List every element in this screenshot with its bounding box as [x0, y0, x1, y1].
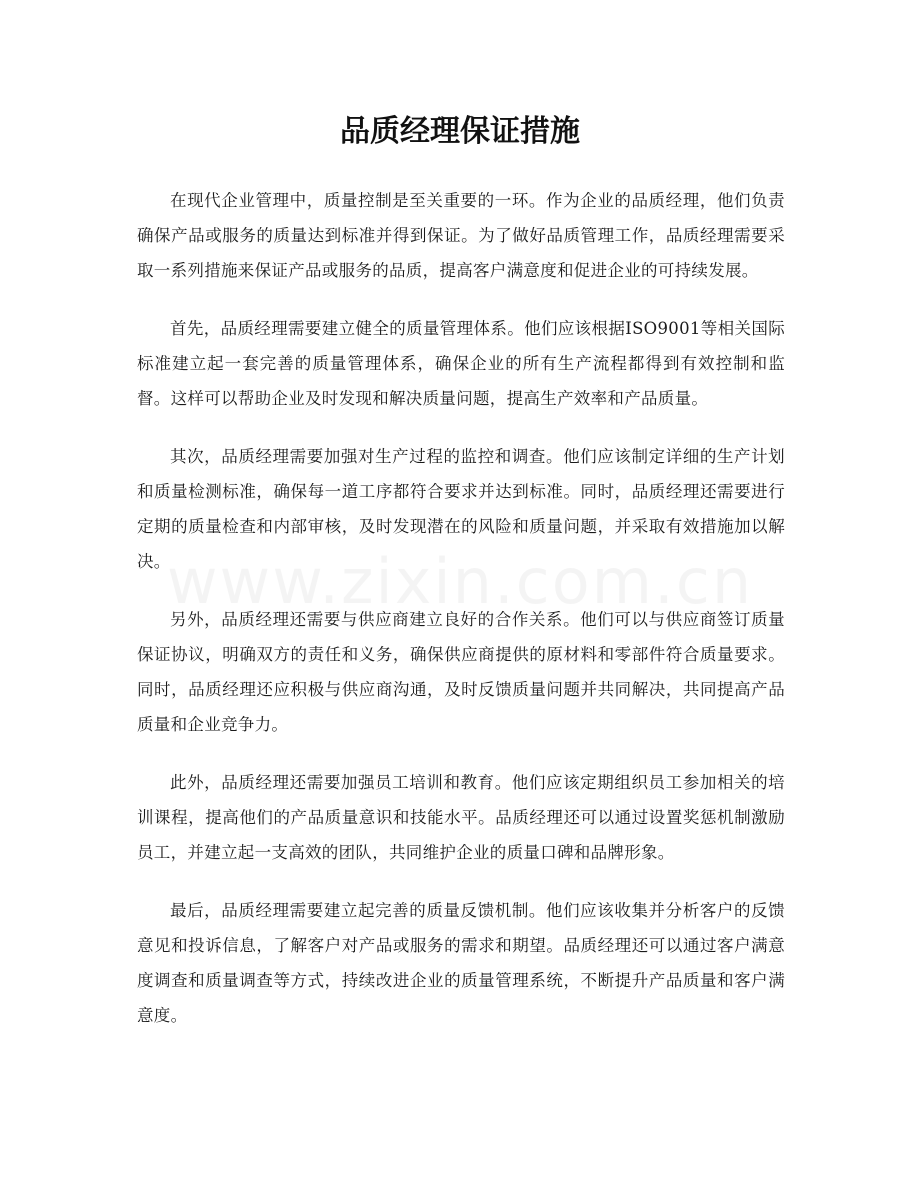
paragraph-quality-system: 首先，品质经理需要建立健全的质量管理体系。他们应该根据ISO9001等相关国际标准建立起一套完善的质量管理体系，确保企业的所有生产流程都得到有效控制和监督。这样可以帮助企业及时发现和解决质量问题，提高生产效率和产品质量。	[137, 319, 785, 408]
document-body	[137, 183, 785, 1056]
paragraph-supplier-relations: 另外，品质经理还需要与供应商建立良好的合作关系。他们可以与供应商签订质量保证协议，明确双方的责任和义务，确保供应商提供的原材料和零部件符合质量要求。同时，品质经理还应积极与供应商沟通，及时反馈质量问题并共同解决，共同提高产品质量和企业竞争力。	[137, 610, 785, 734]
document-title: 品质经理保证措施	[340, 114, 580, 149]
paragraph-intro: 在现代企业管理中，质量控制是至关重要的一环。作为企业的品质经理，他们负责确保产品或服务的质量达到标准并得到保证。为了做好品质管理工作，品质经理需要采取一系列措施来保证产品或服务的品质，提高客户满意度和促进企业的可持续发展。	[137, 191, 785, 280]
paragraph-process-monitoring: 其次，品质经理需要加强对生产过程的监控和调查。他们应该制定详细的生产计划和质量检测标准，确保每一道工序都符合要求并达到标准。同时，品质经理还需要进行定期的质量检查和内部审核，及时发现潜在的风险和质量问题，并采取有效措施加以解决。	[137, 447, 785, 571]
paragraph-staff-training: 此外，品质经理还需要加强员工培训和教育。他们应该定期组织员工参加相关的培训课程，提高他们的产品质量意识和技能水平。品质经理还可以通过设置奖惩机制激励员工，并建立起一支高效的团队，共同维护企业的质量口碑和品牌形象。	[137, 773, 785, 862]
paragraph-feedback-mechanism: 最后，品质经理需要建立起完善的质量反馈机制。他们应该收集并分析客户的反馈意见和投诉信息，了解客户对产品或服务的需求和期望。品质经理还可以通过客户满意度调查和质量调查等方式，持续改进企业的质量管理系统，不断提升产品质量和客户满意度。	[137, 901, 785, 1025]
